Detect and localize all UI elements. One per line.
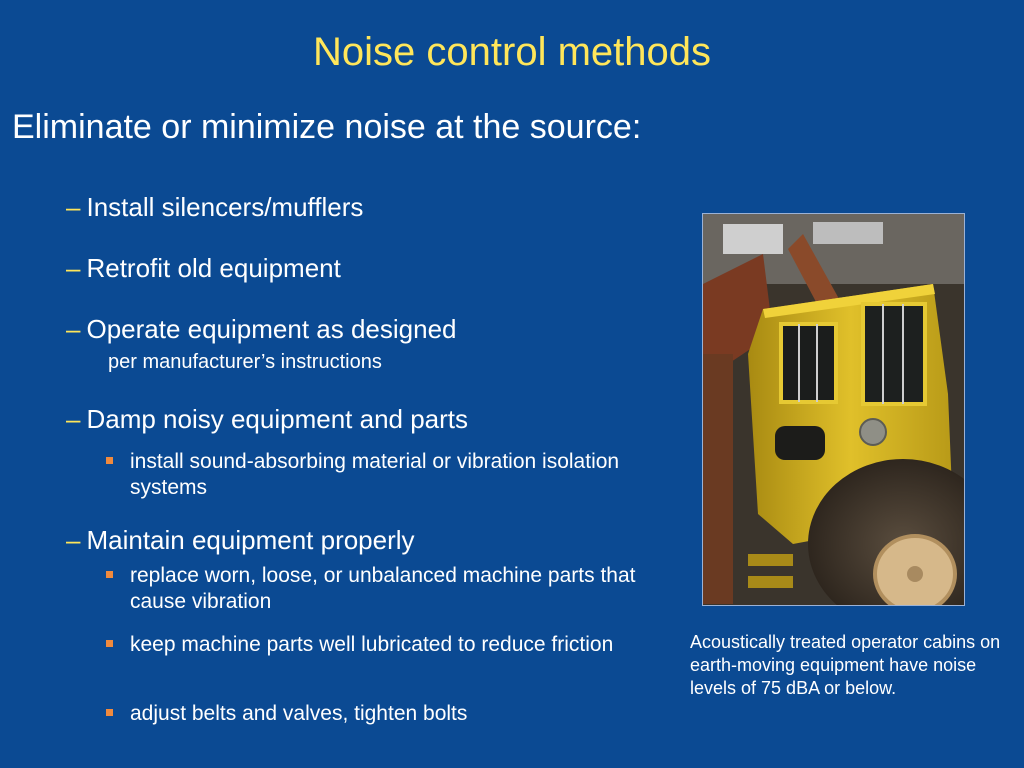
bullet-text: Install silencers/mufflers	[86, 192, 364, 222]
square-bullet-icon	[106, 640, 113, 647]
sub-bullet-text: install sound-absorbing material or vibration isolation systems	[130, 450, 620, 499]
sub-bullet-text: keep machine parts well lubricated to reduce friction	[130, 633, 614, 656]
square-bullet-icon	[106, 709, 113, 716]
square-bullet-icon	[106, 571, 113, 578]
bullet-item	[66, 253, 341, 284]
earth-moving-machine-photo	[702, 213, 965, 606]
sub-bullet-item	[106, 563, 646, 615]
slide-title: Noise control methods	[313, 30, 711, 74]
bullet-item	[66, 314, 457, 345]
dash-bullet-icon: –	[66, 404, 81, 434]
sub-bullet-text: adjust belts and valves, tighten bolts	[130, 702, 468, 725]
dash-bullet-icon: –	[66, 192, 81, 222]
machine-illustration	[703, 214, 964, 605]
sub-bullet-item	[106, 632, 646, 658]
bullet-item	[66, 404, 468, 435]
sub-bullet-text: replace worn, loose, or unbalanced machine parts that cause vibration	[130, 564, 636, 613]
bullet-item	[66, 192, 363, 223]
square-bullet-icon	[106, 457, 113, 464]
bullet-text: Retrofit old equipment	[86, 253, 341, 283]
dash-bullet-icon: –	[66, 525, 81, 555]
dash-bullet-icon: –	[66, 253, 81, 283]
bullet-text: Maintain equipment properly	[86, 525, 415, 555]
bullet-continuation: per manufacturer’s instructions	[108, 351, 382, 373]
bullet-text: Operate equipment as designed	[86, 314, 457, 344]
photo-caption: Acoustically treated operator cabins on earth-moving equipment have noise levels of 75 dBA or below.	[690, 632, 1001, 698]
dash-bullet-icon: –	[66, 314, 81, 344]
bullet-text: Damp noisy equipment and parts	[86, 404, 469, 434]
slide-subtitle: Eliminate or minimize noise at the source:	[12, 108, 642, 146]
sub-bullet-item	[106, 701, 646, 727]
bullet-item	[66, 525, 415, 556]
sub-bullet-item	[106, 449, 646, 501]
